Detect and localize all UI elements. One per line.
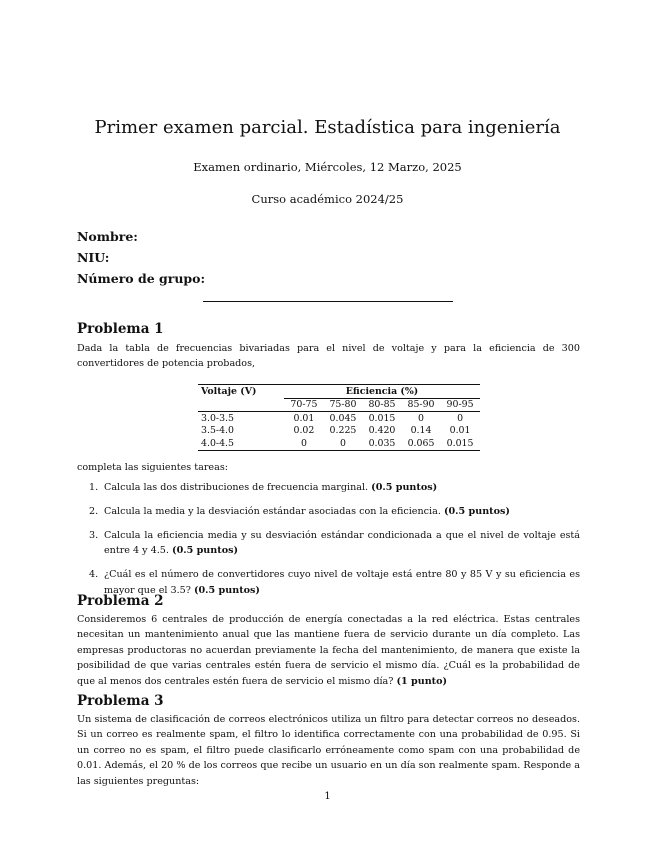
table-cell: 0.14 (410, 425, 432, 437)
signature-line (203, 301, 453, 302)
column-header: 85-90 (407, 399, 435, 411)
course-year: Curso académico 2024/25 (251, 192, 404, 206)
table-cell: 0 (323, 437, 362, 450)
task-text: Calcula la eficiencia media y su desviación estándar condicionada a que el nivel de voltaje está entre 4 y 4.5. (104, 529, 580, 557)
task-number: 4. (89, 569, 99, 581)
task-text: Calcula las dos distribuciones de frecuencia marginal. (104, 482, 369, 493)
tasks-lead: completa las siguientes tareas: (77, 462, 228, 473)
problem-1-intro: Dada la tabla de frecuencias bivariadas para el nivel de voltaje y para la eficiencia de 300 convertidores de potencia probados, (77, 343, 580, 370)
table-cell: 0.01 (284, 412, 323, 425)
list-item (77, 480, 580, 495)
table-cell: 0.065 (402, 437, 441, 450)
column-header: 80-85 (368, 399, 396, 411)
problem-2-text (77, 612, 580, 689)
task-points: (0.5 puntos) (172, 545, 239, 557)
table-cell: 0 (441, 412, 480, 425)
task-points: (0.5 puntos) (443, 505, 510, 517)
exam-subtitle: Examen ordinario, Miércoles, 12 Marzo, 2025 (193, 160, 462, 174)
task-text: Calcula la media y la desviación estándar asociadas con la eficiencia. (104, 505, 441, 517)
niu-field-label: NIU: (77, 250, 110, 265)
exam-title: Primer examen parcial. Estadística para ingeniería (94, 117, 561, 138)
row-label: 3.0-3.5 (198, 412, 262, 425)
task-points: (0.5 puntos) (193, 584, 260, 596)
table-cell: 0.035 (362, 437, 401, 450)
row-label: 4.0-4.5 (198, 437, 262, 450)
task-number: 2. (89, 505, 99, 517)
group-field-label: Número de grupo: (77, 271, 206, 286)
problem-2-heading: Problema 2 (77, 593, 164, 609)
name-field-label: Nombre: (77, 229, 138, 244)
table-cell: 0.01 (449, 425, 471, 437)
column-header: 75-80 (329, 399, 357, 411)
row-label: 3.5-4.0 (201, 425, 234, 437)
table-cell: 0.015 (362, 412, 401, 425)
table-cell: 0.02 (293, 425, 315, 437)
table-cell: 0 (284, 437, 323, 450)
problem-2-body: Consideremos 6 centrales de producción de energía conectadas a la red eléctrica. Estas centrales necesitan un mantenimiento anual que las mantiene fuera de servicio durante un día completo. Las empresas productoras no acuerdan previamente la fecha del mantenimiento, de manera que existe la posibilidad de que varias centrales estén fuera de servicio el mismo día. ¿Cuál es la probabilidad de que al menos dos centrales estén fuera de servicio el mismo día? (77, 614, 580, 687)
task-text: ¿Cuál es el número de convertidores cuyo nivel de voltaje está entre 80 y 85 V y su eficiencia es mayor que el 3.5? (104, 569, 580, 596)
problem-2-points: (1 punto) (396, 675, 448, 687)
task-number: 3. (89, 529, 99, 541)
page-number: 1 (324, 791, 331, 802)
list-item (77, 504, 580, 519)
table-cell: 0.015 (441, 437, 480, 450)
column-header: 90-95 (446, 399, 474, 411)
table-cell: 0.420 (368, 425, 396, 437)
problem-3-heading: Problema 3 (77, 693, 164, 709)
efficiency-header: Eficiencia (%) (284, 385, 479, 399)
column-header: 70-75 (290, 399, 318, 411)
table-cell: 0.225 (329, 425, 357, 437)
task-number: 1. (89, 482, 99, 493)
table-cell: 0.045 (323, 412, 362, 425)
voltage-header: Voltaje (V) (198, 385, 262, 399)
frequency-table (198, 384, 480, 451)
problem-3-text: Un sistema de clasificación de correos electrónicos utiliza un filtro para detectar correos no deseados. Si un correo es realmente spam, el filtro lo identifica correctamente con una probabilidad de 0.95. Si un correo no es spam, el filtro puede clasificarlo erróneamente como spam con una probabilidad de 0.01. Además, el 20 % de los correos que recibe un usuario en un día son realmente spam. Responde a las siguientes preguntas: (77, 714, 580, 787)
table-cell: 0 (402, 412, 441, 425)
task-list (77, 480, 580, 606)
problem-1-heading: Problema 1 (77, 321, 164, 337)
list-item (77, 528, 580, 559)
task-points: (0.5 puntos) (371, 482, 438, 493)
